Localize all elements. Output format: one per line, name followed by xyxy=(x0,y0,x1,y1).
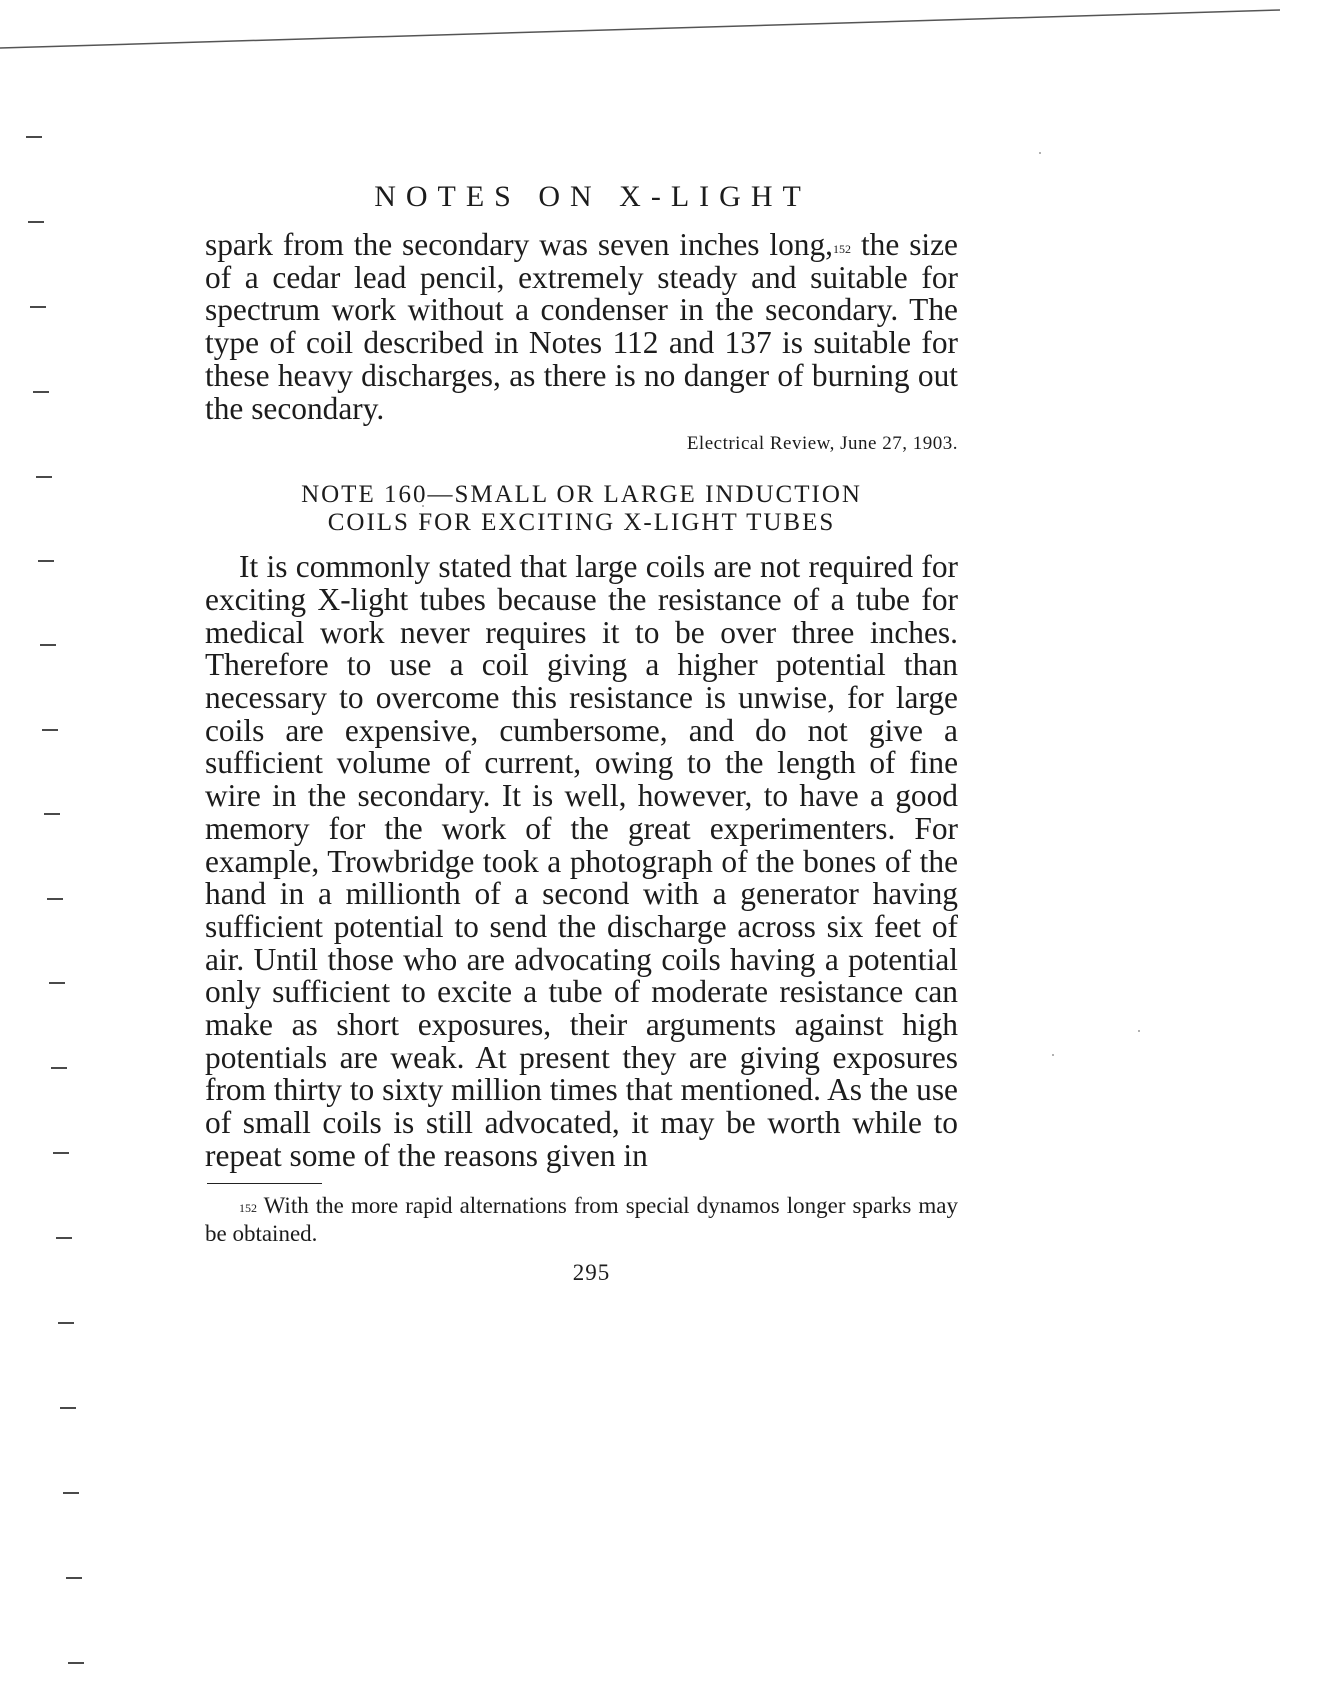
footnote-reference: 152 xyxy=(833,242,852,256)
note-heading-line-1: NOTE 160—SMALL OR LARGE INDUCTION xyxy=(301,481,862,509)
note-heading-line-2: COILS FOR EXCITING X-LIGHT TUBES xyxy=(327,509,836,537)
footnote-rule xyxy=(207,1183,322,1185)
note-heading xyxy=(205,481,958,537)
note-paragraph: It is commonly stated that large coils are not required for exciting X-light tubes because the resistance of a tube for medical work never requires it to be over three inches. Therefore to use a coil giving a higher potential than necessary to overcome this resistance is unwise, for large coils are expensive, cumbersome, and do not give a sufficient volume of current, owing to the length of fine wire in the secondary. It is well, however, to have a good memory for the work of the great experimenters. For example, Trowbridge took a photograph of the bones of the hand in a millionth of a second with a generator having sufficient potential to send the discharge across six feet of air. Until those who are advocating coils having a potential only sufficient to excite a tube of moderate resistance can make as short exposures, their arguments against high potentials are weak. At present they are giving exposures from thirty to sixty million times that mentioned. As the use of small coils is still advocated, it may be worth while to repeat some of the reasons given in xyxy=(205,549,958,1173)
footnote xyxy=(205,1192,958,1248)
margin-ticks xyxy=(0,0,100,1701)
continued-paragraph-rest: the size of a cedar lead pencil, extremely steady and suitable for spectrum work without a condenser in the secondary. The type of coil described in Notes 112 and 137 is suitable for these heavy discharges, as there is no danger of burning out the secondary. xyxy=(205,227,958,426)
footnote-number: 152 xyxy=(239,1201,257,1216)
footnote-text: With the more rapid alternations from special dynamos longer sparks may be obtained. xyxy=(205,1193,958,1247)
scan-edge-line xyxy=(0,0,1336,60)
page-number: 295 xyxy=(572,1260,611,1286)
scan-speck xyxy=(1052,1054,1054,1056)
continued-paragraph-start: spark from the secondary was seven inches long, xyxy=(205,227,834,262)
scan-speck xyxy=(1138,1030,1140,1032)
running-head: NOTES ON X-LIGHT xyxy=(374,180,811,213)
continued-paragraph xyxy=(205,229,958,425)
book-page xyxy=(205,175,958,1286)
scan-speck xyxy=(1039,152,1041,154)
source-citation: Electrical Review, June 27, 1903. xyxy=(686,433,958,455)
